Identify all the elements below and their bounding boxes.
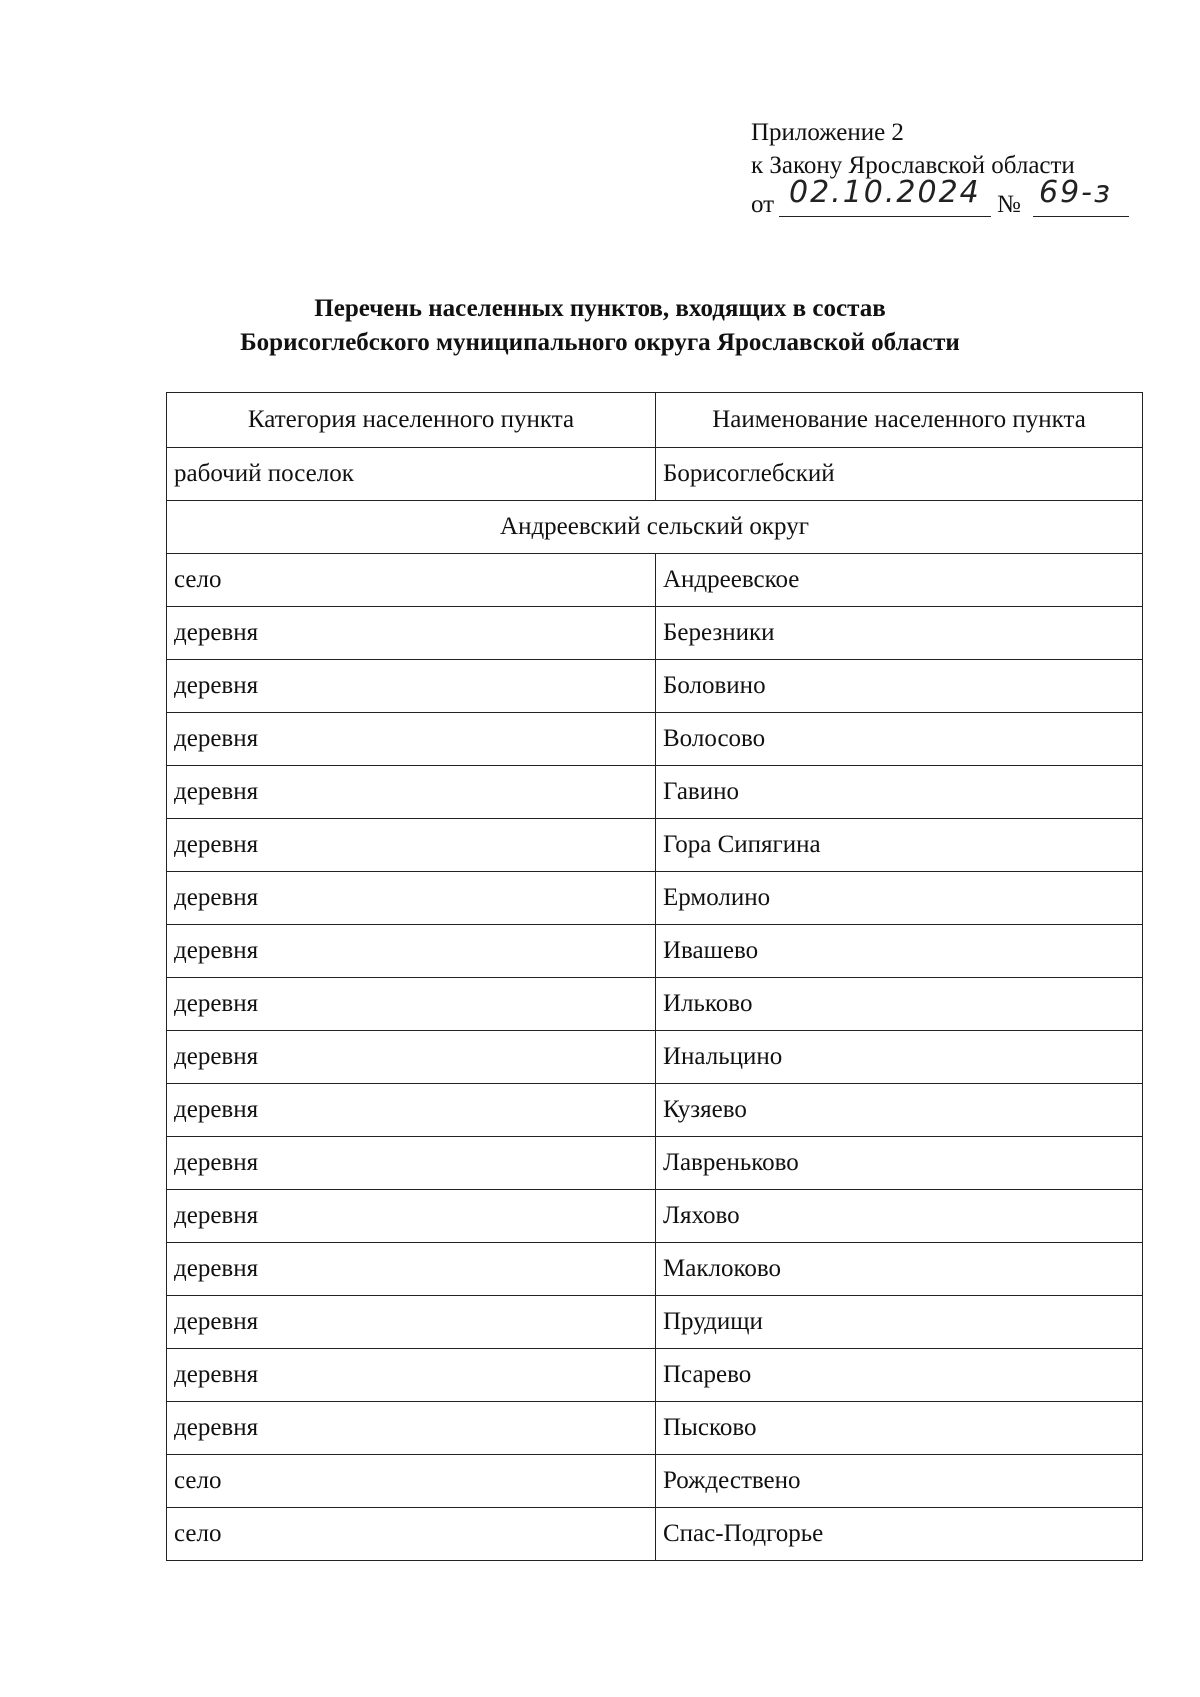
cell-name: Ермолино bbox=[656, 872, 1143, 925]
cell-name: Кузяево bbox=[656, 1084, 1143, 1137]
cell-name: Инальцино bbox=[656, 1031, 1143, 1084]
cell-name: Ивашево bbox=[656, 925, 1143, 978]
table-row bbox=[167, 1137, 1143, 1190]
cell-category: село bbox=[167, 554, 656, 607]
cell-name: Маклоково bbox=[656, 1243, 1143, 1296]
section-row bbox=[167, 501, 1143, 554]
table-row bbox=[167, 766, 1143, 819]
appendix-header bbox=[751, 116, 1112, 226]
date-blank bbox=[779, 175, 991, 217]
table-row bbox=[167, 660, 1143, 713]
header-category: Категория населенного пункта bbox=[167, 393, 656, 448]
section-title: Андреевский сельский округ bbox=[167, 501, 1143, 554]
cell-category: деревня bbox=[167, 1349, 656, 1402]
cell-name: Волосово bbox=[656, 713, 1143, 766]
cell-category: село bbox=[167, 1508, 656, 1561]
cell-category: рабочий поселок bbox=[167, 448, 656, 501]
table-row bbox=[167, 819, 1143, 872]
date-prefix: от bbox=[751, 191, 775, 218]
header-name: Наименование населенного пункта bbox=[656, 393, 1143, 448]
document-title bbox=[0, 292, 1200, 360]
table-row bbox=[167, 1031, 1143, 1084]
cell-category: деревня bbox=[167, 872, 656, 925]
cell-category: деревня bbox=[167, 713, 656, 766]
cell-name: Псарево bbox=[656, 1349, 1143, 1402]
table-header-row bbox=[167, 393, 1143, 448]
cell-category: деревня bbox=[167, 766, 656, 819]
cell-category: деревня bbox=[167, 1296, 656, 1349]
title-line-2: Борисоглебского муниципального округа Ярославской области bbox=[240, 329, 960, 356]
law-date-number-line bbox=[751, 175, 1112, 226]
table-row bbox=[167, 1084, 1143, 1137]
appendix-number: Приложение 2 bbox=[751, 119, 904, 146]
cell-name: Пысково bbox=[656, 1402, 1143, 1455]
table-row bbox=[167, 713, 1143, 766]
settlements-table bbox=[166, 392, 1143, 1561]
cell-name: Лавреньково bbox=[656, 1137, 1143, 1190]
number-blank bbox=[1033, 175, 1129, 217]
cell-name: Рождествено bbox=[656, 1455, 1143, 1508]
cell-category: деревня bbox=[167, 819, 656, 872]
cell-category: село bbox=[167, 1455, 656, 1508]
cell-category: деревня bbox=[167, 1084, 656, 1137]
cell-category: деревня bbox=[167, 1402, 656, 1455]
table-row bbox=[167, 448, 1143, 501]
table-row bbox=[167, 1402, 1143, 1455]
table-row bbox=[167, 554, 1143, 607]
cell-category: деревня bbox=[167, 607, 656, 660]
cell-name: Боловино bbox=[656, 660, 1143, 713]
handwritten-date: 02.10.2024 bbox=[789, 175, 981, 210]
table-row bbox=[167, 1455, 1143, 1508]
handwritten-number: 69-з bbox=[1039, 175, 1112, 210]
table-row bbox=[167, 925, 1143, 978]
cell-category: деревня bbox=[167, 1137, 656, 1190]
cell-name: Ильково bbox=[656, 978, 1143, 1031]
appendix-law-reference: к Закону Ярославской области bbox=[751, 152, 1075, 179]
cell-name: Спас-Подгорье bbox=[656, 1508, 1143, 1561]
table-row bbox=[167, 1349, 1143, 1402]
cell-category: деревня bbox=[167, 1031, 656, 1084]
table-row bbox=[167, 872, 1143, 925]
cell-category: деревня bbox=[167, 660, 656, 713]
cell-name: Березники bbox=[656, 607, 1143, 660]
cell-category: деревня bbox=[167, 978, 656, 1031]
table-row bbox=[167, 1296, 1143, 1349]
cell-category: деревня bbox=[167, 925, 656, 978]
title-line-1: Перечень населенных пунктов, входящих в состав bbox=[314, 295, 886, 322]
table-row bbox=[167, 1243, 1143, 1296]
cell-name: Борисоглебский bbox=[656, 448, 1143, 501]
number-sign: № bbox=[997, 191, 1021, 218]
cell-name: Гавино bbox=[656, 766, 1143, 819]
table-row bbox=[167, 978, 1143, 1031]
table-row bbox=[167, 607, 1143, 660]
table-row bbox=[167, 1190, 1143, 1243]
cell-name: Гора Сипягина bbox=[656, 819, 1143, 872]
cell-name: Ляхово bbox=[656, 1190, 1143, 1243]
table-row bbox=[167, 1508, 1143, 1561]
cell-name: Андреевское bbox=[656, 554, 1143, 607]
cell-name: Прудищи bbox=[656, 1296, 1143, 1349]
cell-category: деревня bbox=[167, 1190, 656, 1243]
cell-category: деревня bbox=[167, 1243, 656, 1296]
